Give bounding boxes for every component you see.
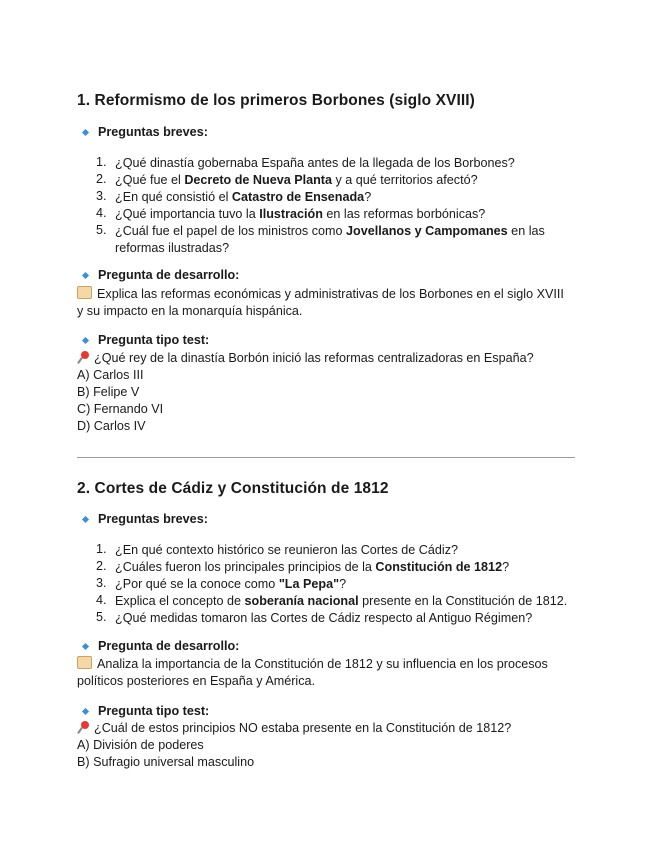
question-text: presente en la Constitución de 1812. [358, 594, 568, 608]
test-question-text: ¿Cuál de estos principios NO estaba presente en la Constitución de 1812? [94, 721, 512, 735]
brief-heading-label: Preguntas breves: [98, 512, 208, 526]
pushpin-icon [77, 351, 90, 364]
bold-term: Decreto de Nueva Planta [184, 173, 332, 187]
list-number: 3. [96, 576, 107, 590]
test-question-text: ¿Qué rey de la dinastía Borbón inició las reformas centralizadoras en España? [94, 351, 534, 365]
question-text: ¿Cuál fue el papel de los ministros como [115, 224, 346, 238]
bold-term: "La Pepa" [278, 577, 340, 591]
dev-line-1: Analiza la importancia de la Constitución de 1812 y su influencia en los procesos [97, 657, 548, 671]
question-text: ¿Qué dinastía gobernaba España antes de la llegada de los Borbones? [115, 156, 515, 170]
bold-term: Catastro de Ensenada [231, 190, 365, 204]
list-number: 1. [96, 542, 107, 556]
pushpin-icon [77, 721, 90, 734]
question-item [115, 576, 346, 593]
section-1-dev-text [77, 286, 564, 303]
option-item: A) Carlos III [77, 368, 144, 382]
question-text: ? [364, 190, 372, 204]
list-number: 2. [96, 172, 107, 186]
list-number: 1. [96, 155, 107, 169]
question-item [115, 593, 567, 610]
diamond-bullet-icon [82, 128, 89, 135]
bold-term: Ilustración [259, 207, 323, 221]
list-number: 4. [96, 593, 107, 607]
bold-term: Constitución de 1812 [375, 560, 503, 574]
question-item [115, 155, 515, 172]
question-text: Explica el concepto de [115, 594, 245, 608]
section-1-brief-heading [81, 125, 208, 139]
question-text: en las reformas borbónicas? [322, 207, 486, 221]
section-1-dev-heading [81, 268, 239, 282]
question-item [115, 542, 458, 559]
section-2-dev-heading [81, 639, 239, 653]
dev-line-1: Explica las reformas económicas y administrativas de los Borbones en el siglo XVIII [97, 287, 564, 301]
question-item [115, 559, 509, 576]
question-item [115, 189, 371, 206]
section-2-brief-heading [81, 512, 208, 526]
section-1-dev-text-line2: y su impacto en la monarquía hispánica. [77, 304, 303, 318]
section-1-test-question [77, 350, 534, 367]
question-text: ¿Qué medidas tomaron las Cortes de Cádiz respecto al Antiguo Régimen? [115, 611, 533, 625]
question-item [115, 172, 478, 189]
list-number: 5. [96, 610, 107, 624]
question-text: ¿Por qué se la conoce como [115, 577, 279, 591]
option-item: D) Carlos IV [77, 419, 146, 433]
diamond-bullet-icon [82, 707, 89, 714]
brief-heading-label: Preguntas breves: [98, 125, 208, 139]
question-text: ¿Cuáles fueron los principales principios de la [115, 560, 376, 574]
option-item: B) Felipe V [77, 385, 140, 399]
section-2-test-question [77, 720, 511, 737]
section-1-test-heading [81, 333, 209, 347]
section-2-dev-text-line2: políticos posteriores en España y América. [77, 674, 316, 688]
list-number: 2. [96, 559, 107, 573]
question-item [115, 223, 545, 240]
question-text: ? [339, 577, 347, 591]
scroll-icon [77, 286, 92, 299]
diamond-bullet-icon [82, 271, 89, 278]
dev-heading-label: Pregunta de desarrollo: [98, 639, 240, 653]
test-heading-label: Pregunta tipo test: [98, 704, 210, 718]
section-1-title: 1. Reformismo de los primeros Borbones (siglo XVIII) [77, 92, 475, 109]
diamond-bullet-icon [82, 336, 89, 343]
test-heading-label: Pregunta tipo test: [98, 333, 210, 347]
question-text: en las [507, 224, 545, 238]
question-text: ¿Qué fue el [115, 173, 185, 187]
section-divider [77, 457, 575, 458]
option-item: A) División de poderes [77, 738, 204, 752]
scroll-icon [77, 656, 92, 669]
diamond-bullet-icon [82, 515, 89, 522]
list-number: 5. [96, 223, 107, 237]
diamond-bullet-icon [82, 642, 89, 649]
section-2-title: 2. Cortes de Cádiz y Constitución de 1812 [77, 480, 389, 497]
section-2-dev-text [77, 656, 548, 673]
list-number: 3. [96, 189, 107, 203]
option-item: C) Fernando VI [77, 402, 164, 416]
bold-term: Jovellanos y Campomanes [346, 224, 508, 238]
option-item: B) Sufragio universal masculino [77, 755, 255, 769]
question-text: y a qué territorios afectó? [332, 173, 478, 187]
bold-term: soberanía nacional [244, 594, 359, 608]
question-text: ? [502, 560, 510, 574]
question-item [115, 206, 485, 223]
dev-heading-label: Pregunta de desarrollo: [98, 268, 240, 282]
question-text: ¿En qué contexto histórico se reunieron las Cortes de Cádiz? [115, 543, 459, 557]
question-text: ¿Qué importancia tuvo la [115, 207, 260, 221]
question-item-continuation: reformas ilustradas? [115, 241, 230, 255]
list-number: 4. [96, 206, 107, 220]
question-item [115, 610, 532, 627]
section-2-test-heading [81, 704, 209, 718]
question-text: ¿En qué consistió el [115, 190, 232, 204]
